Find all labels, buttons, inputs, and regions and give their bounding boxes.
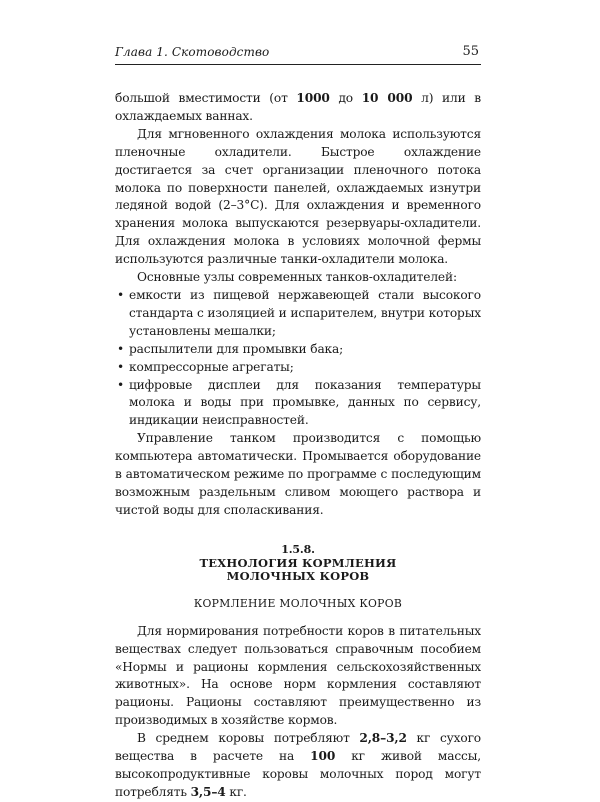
paragraph-continued: [115, 90, 481, 126]
list-item-text: цифровые дисплеи для показания температуры молока и воды при промывке, данных по сервису, индикации неисправностей.: [129, 377, 481, 428]
bold-number: 3,5–4: [190, 784, 226, 799]
bold-number: 1000: [296, 91, 330, 105]
text-run: кг живой массы, высокопродуктивные коровы молочных пород могут потреблять: [115, 749, 481, 799]
section-heading: [115, 543, 481, 583]
list-item: [115, 359, 481, 377]
list-item-text: компрессорные агрегаты;: [129, 359, 294, 374]
bold-number: 100: [310, 749, 336, 764]
text-run: кг сухого вещества в расчете на: [115, 731, 481, 764]
text-run: большой вместимости (от: [115, 91, 297, 105]
paragraph-control: Управление танком производится с помощью компьютера автоматически. Промывается оборудование в автоматическом режиме по программе с последующим возможным раздельным сливом моющего раствора и чистой воды для споласкивания.: [115, 431, 481, 517]
units-list: [115, 287, 481, 430]
page-number: 55: [462, 44, 479, 59]
bold-number: 2,8–3,2: [359, 731, 407, 746]
list-item: [115, 287, 481, 341]
text-run: В среднем коровы потребляют: [137, 731, 360, 746]
text-run: кг.: [225, 784, 247, 799]
text-run: до: [329, 91, 362, 105]
bold-number: 10 000: [361, 91, 413, 105]
body-text: [115, 90, 481, 802]
bullet-icon: •: [117, 287, 125, 302]
list-item: [115, 341, 481, 359]
text-run: л) или в охлаждаемых ваннах.: [115, 91, 481, 123]
bullet-icon: •: [117, 341, 125, 356]
running-title: Глава 1. Скотоводство: [115, 45, 270, 59]
list-item: [115, 377, 481, 431]
bullet-icon: •: [117, 377, 125, 392]
paragraph-cooling: Для мгновенного охлаждения молока используются пленочные охладители. Быстрое охлаждение достигается за счет организации пленочного потока молока по поверхности панелей, охлаждаемых изнутри ледяной водой (2–3°С). Для охлаждения и временного хранения молока выпускаются резервуары-охладители. Для охлаждения молока в условиях молочной фермы используются различные танки-охладители молока.: [115, 126, 481, 267]
paragraph-units-intro: Основные узлы современных танков-охладителей:: [137, 270, 457, 285]
section-number: 1.5.8.: [281, 542, 315, 556]
section-title: ТЕХНОЛОГИЯ КОРМЛЕНИЯ МОЛОЧНЫХ КОРОВ: [199, 555, 397, 583]
list-item-text: распылители для промывки бака;: [129, 341, 344, 356]
list-item-text: емкости из пищевой нержавеющей стали высокого стандарта с изоляцией и испарителем, внутри которых установлены мешалки;: [129, 287, 481, 338]
paragraph-intake: [115, 730, 481, 802]
subheading: КОРМЛЕНИЕ МОЛОЧНЫХ КОРОВ: [193, 596, 403, 610]
running-header: [115, 44, 481, 65]
bullet-icon: •: [117, 359, 125, 374]
paragraph-norms: Для нормирования потребности коров в питательных веществах следует пользоваться справочным пособием «Нормы и рационы кормления сельскохозяйственных животных». На основе норм кормления составляют рационы. Рационы составляют преимущественно из производимых в хозяйстве кормов.: [115, 623, 481, 728]
